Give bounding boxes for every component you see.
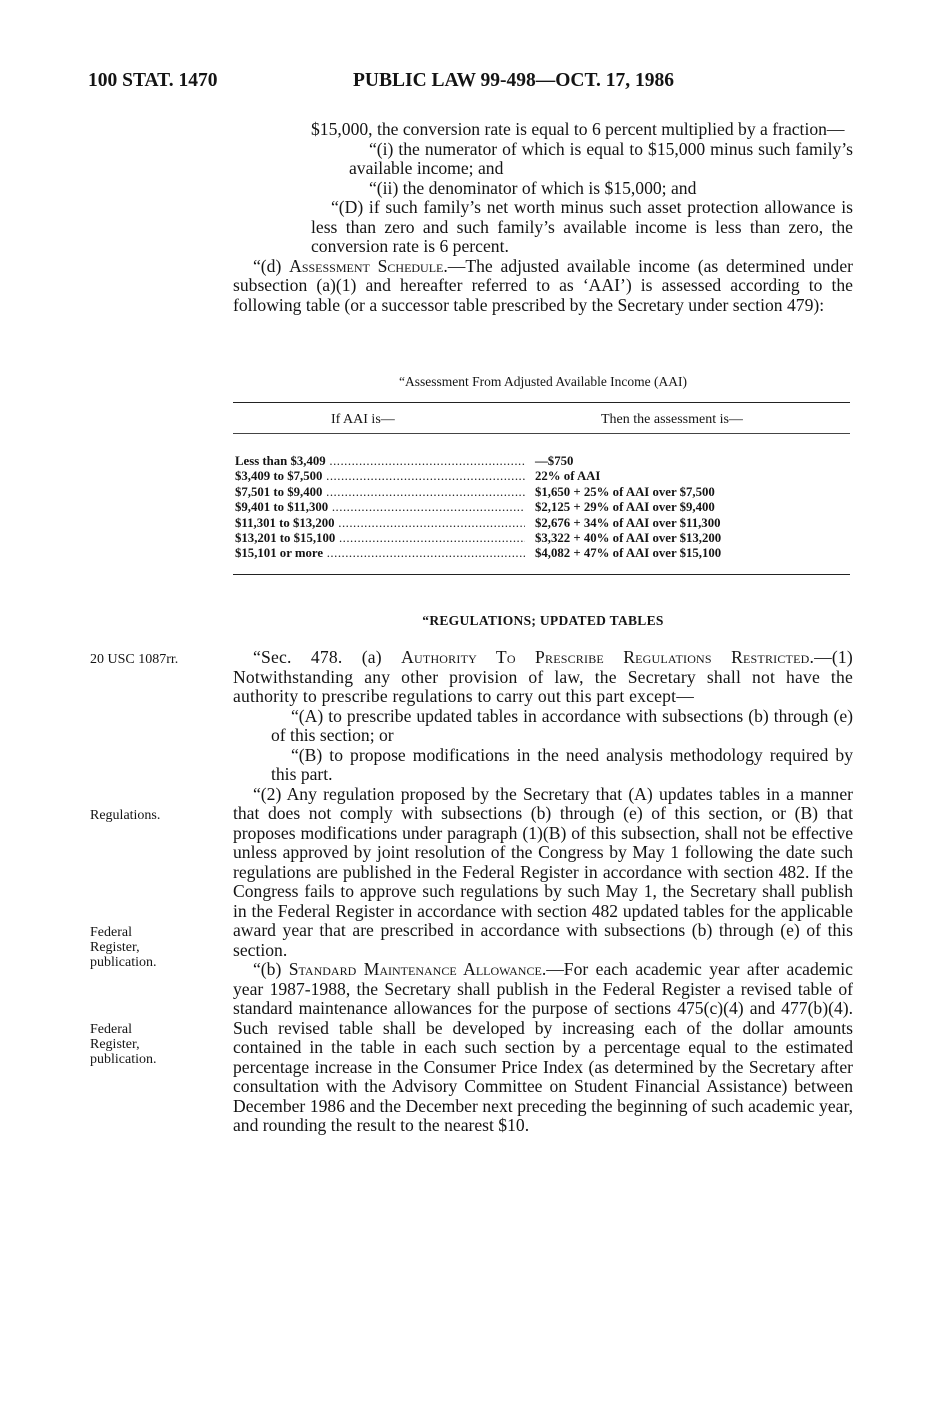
- assessment-value: $2,125 + 29% of AAI over $9,400: [535, 500, 715, 515]
- assessment-value: 22% of AAI: [535, 469, 601, 484]
- table-row: [233, 485, 850, 500]
- table-row: [233, 469, 850, 484]
- margin-note-usc: 20 USC 1087rr.: [90, 652, 179, 667]
- text-block-lower: [233, 648, 853, 1136]
- table-row: [233, 546, 850, 561]
- subsection-heading: Assessment Schedule: [289, 255, 444, 276]
- table-row: [233, 516, 850, 531]
- subsection-heading: Standard Maintenance Allowance: [288, 959, 542, 979]
- subparagraph-d: “(D) if such family’s net worth minus such asset protection allowance is less than zero and such family’s available income is less than zero, the conversion rate is 6 percent.: [311, 197, 853, 256]
- assessment-value: $2,676 + 34% of AAI over $11,300: [535, 515, 721, 530]
- clause-a: “(A) to prescribe updated tables in accordance with subsections (b) through (e) of this section; or: [271, 705, 853, 745]
- subsection-heading: Authority To Prescribe Regulations Restricted: [401, 647, 810, 667]
- margin-note-federal-register: Federal Register, publication.: [90, 1022, 157, 1067]
- assessment-value: $4,082 + 47% of AAI over $15,100: [535, 546, 722, 561]
- subsection-d: “(d) Assessment Schedule.—The adjusted available income (as determined under subsection (a)(1) and hereafter referred to as ‘AAI’) is assessed according to the following table (or a successor table prescribed by the Secretary under section 479):: [233, 255, 853, 315]
- table-header: [233, 403, 850, 434]
- clause-ii: “(ii) the denominator of which is $15,000; and: [369, 177, 697, 198]
- running-title: PUBLIC LAW 99-498—OCT. 17, 1986: [353, 70, 675, 91]
- aai-range: $9,401 to $11,300 .....: [235, 500, 525, 515]
- clause-i: “(i) the numerator of which is equal to $15,000 minus such family’s available income; and: [349, 138, 853, 178]
- paragraph-2: “(2) Any regulation proposed by the Secretary that (A) updates tables in a manner that does not comply with subsections (b) through (e) of this section, or (B) that proposes modifications under paragraph (1)(B) of this subsection, shall not be effective unless approved by joint resolution of the Congress by May 1 following the date such regulations are published in the Federal Register in accordance with section 482. If the Congress fails to approve such regulations by such May 1, the Secretary shall publish in the Federal Register in accordance with section 482 updated tables for the applicable award year that are prescribed in accordance with subsections (b) through (e) of this section.: [233, 783, 853, 960]
- table-title: “Assessment From Adjusted Available Income (AAI): [398, 374, 688, 389]
- table-row: [233, 454, 850, 469]
- aai-range: $11,301 to $13,200 .....: [235, 516, 525, 531]
- aai-range: $3,409 to $7,500 .....: [235, 469, 525, 484]
- aai-range: Less than $3,409 .....: [235, 454, 525, 469]
- table-row: [233, 531, 850, 546]
- assessment-value: $1,650 + 25% of AAI over $7,500: [535, 484, 715, 499]
- aai-range: $7,501 to $9,400 .....: [235, 485, 525, 500]
- aai-range: $13,201 to $15,100 .....: [235, 531, 525, 546]
- assessment-value: $3,322 + 40% of AAI over $13,200: [535, 530, 722, 545]
- paragraph-conversion-rate: $15,000, the conversion rate is equal to 6 percent multiplied by a fraction—: [311, 119, 845, 139]
- section-heading: “REGULATIONS; UPDATED TABLES: [422, 613, 664, 628]
- page-header: [88, 70, 848, 100]
- aai-range: $15,101 or more .....: [235, 546, 525, 561]
- subsection-b: “(b) Standard Maintenance Allowance.—For each academic year after academic year 1987-1988, the Secretary shall publish in the Federal Register a revised table of standard maintenance allowances for the purpose of sections 475(c)(4) and 477(b)(4). Such revised table shall be developed by increasing each of the dollar amounts contained in the table in each such section by a percentage equal to the estimated percentage increase in the Consumer Price Index (as determined by the Secretary after consultation with the Advisory Committee on Student Financial Assistance) between December 1986 and the December next preceding the beginning of such academic year, and rounding the result to the nearest $10.: [233, 959, 853, 1135]
- column-header-aai: If AAI is—: [331, 412, 395, 427]
- text-block-upper: [233, 120, 853, 315]
- section-478-a: “Sec. 478. (a) Authority To Prescribe Regulations Restricted.—(1) Notwithstanding any other provision of law, the Secretary shall not have the authority to prescribe regulations to carry out this part except—: [233, 647, 853, 706]
- page-number: 100 STAT. 1470: [88, 70, 218, 91]
- margin-note-regulations: Regulations.: [90, 808, 161, 823]
- table-row: [233, 500, 850, 515]
- margin-note-federal-register: Federal Register, publication.: [90, 925, 157, 970]
- column-header-assessment: Then the assessment is—: [601, 412, 743, 427]
- assessment-value: —$750: [535, 454, 574, 468]
- assessment-table: [233, 402, 850, 575]
- clause-b: “(B) to propose modifications in the need analysis methodology required by this part.: [271, 744, 853, 784]
